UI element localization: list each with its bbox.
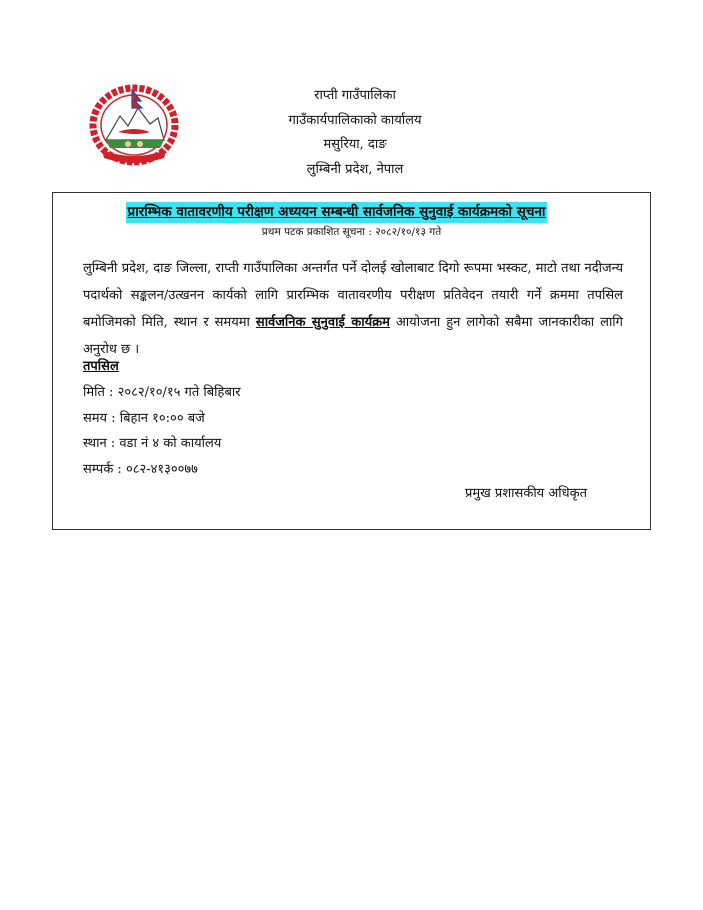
- publication-date: प्रथम पटक प्रकाशित सूचना : २०८२/१०/१३ गते: [261, 226, 442, 238]
- notice-body: [83, 255, 623, 363]
- body-text-part1: लुम्बिनी प्रदेश, दाङ जिल्ला, राप्ती गाउँपालिका अन्तर्गत पर्ने दोलई खोलाबाट दिगो रूपमा भस्कट, माटो तथा नदीजन्य पदार्थको सङ्कलन/उत्खनन कार्यको लागि प्रारम्भिक वातावरणीय परीक्षण प्रतिवेदन तयारी गर्ने क्रममा तपसिल बमोजिमको मिति, स्थान र समयमा: [83, 261, 623, 330]
- office-header: [230, 84, 480, 182]
- notice-title: प्रारम्भिक वातावरणीय परीक्षण अध्ययन सम्बन्धी सार्वजनिक सुनुवाई कार्यक्रमको सूचना: [126, 202, 548, 223]
- time-line: समय : बिहान १०:०० बजे: [83, 410, 205, 426]
- notice-box: [52, 192, 651, 530]
- signatory: प्रमुख प्रशासकीय अधिकृत: [465, 486, 588, 501]
- contact-line: सम्पर्क : ०८२-४१३००७७: [83, 461, 198, 477]
- body-text-part2: आयोजना हुन लागेको सबैमा जानकारीका लागि अनुरोध छ ।: [83, 315, 623, 357]
- nepal-government-emblem-icon: [88, 82, 180, 166]
- body-text-bold: सार्वजनिक सुनुवाई कार्यक्रम: [255, 315, 390, 330]
- date-line: मिति : २०८२/१०/१५ गते बिहिबार: [83, 385, 241, 400]
- place-line: स्थान : वडा नं ४ को कार्यालय: [83, 436, 222, 451]
- details-list: [83, 380, 241, 482]
- office-name: गाउँकार्यपालिकाको कार्यालय: [288, 112, 422, 128]
- office-location: मसुरिया, दाङ: [323, 137, 387, 152]
- province-country: लुम्बिनी प्रदेश, नेपाल: [306, 161, 404, 177]
- municipality-name: राप्ती गाउँपालिका: [314, 88, 396, 103]
- details-heading: तपसिल: [83, 359, 119, 374]
